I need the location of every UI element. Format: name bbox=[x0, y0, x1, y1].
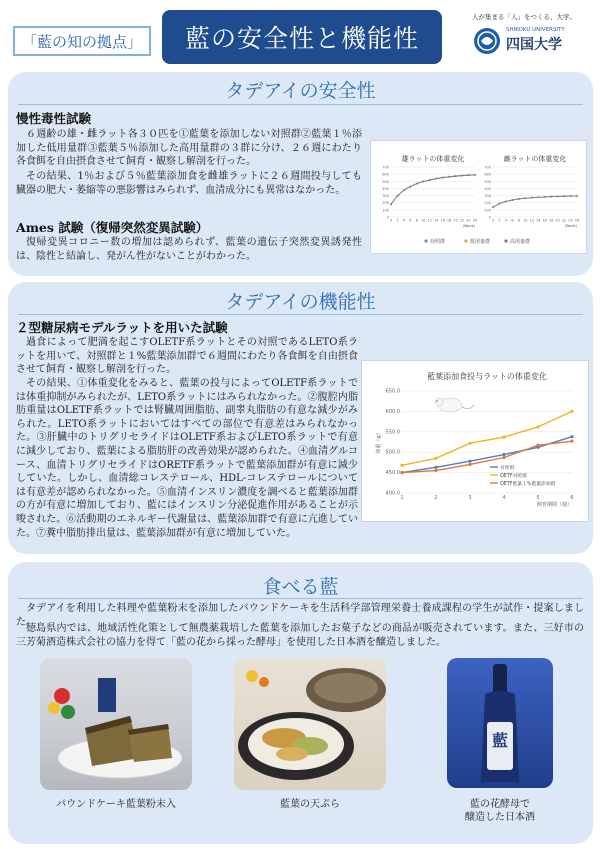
male-chart-xtick-label: 2 bbox=[396, 218, 399, 223]
male-chart-data-point bbox=[403, 189, 405, 191]
female-chart-title: 雌ラットの体重変化 bbox=[503, 155, 567, 163]
logo-japanese-name: 四国大学 bbox=[506, 37, 562, 53]
weight-chart-data-point bbox=[502, 453, 505, 456]
caption-pound-cake: パウンドケーキ藍葉粉末入 bbox=[56, 799, 176, 810]
male-chart-ytick-label: 500 bbox=[382, 179, 389, 184]
female-chart-xtick-label: 8 bbox=[517, 218, 520, 223]
eat-divider bbox=[18, 598, 583, 599]
diabetes-heading: ２型糖尿病モデルラットを用いた試験 bbox=[16, 320, 228, 335]
male-chart-data-point bbox=[422, 181, 424, 183]
male-chart-ytick-label: 200 bbox=[382, 201, 389, 206]
weight-chart-xtick-label: 4 bbox=[502, 495, 506, 501]
female-chart-data-point bbox=[570, 195, 572, 197]
male-chart-data-point bbox=[409, 186, 411, 188]
female-chart-data-point bbox=[505, 201, 507, 203]
weight-chart-xtick-label: 1 bbox=[400, 495, 404, 501]
logo-emblem-icon bbox=[474, 28, 500, 54]
male-chart-title: 雄ラットの体重変化 bbox=[401, 155, 465, 163]
female-chart-xtick-label: 16 bbox=[542, 218, 547, 223]
weight-chart-series-line bbox=[402, 441, 572, 472]
safety-legend-label: 高用量群 bbox=[510, 239, 531, 245]
female-chart-ytick-label: 400 bbox=[484, 186, 491, 191]
male-chart-xtick-label: 18 bbox=[446, 218, 452, 223]
caption-sake bbox=[440, 798, 560, 824]
logo-tagline: 人が集まる「人」をつくる、大学。 bbox=[472, 13, 576, 21]
weight-chart-title: 藍葉添加食投与ラットの体重変化 bbox=[427, 372, 547, 381]
male-chart-xtick-label: 6 bbox=[409, 218, 412, 223]
male-chart-data-point bbox=[397, 195, 399, 197]
female-chart-data-point bbox=[537, 196, 539, 198]
weight-chart-ytick-label: 600.0 bbox=[385, 408, 400, 415]
weight-chart-data-point bbox=[468, 460, 471, 463]
male-chart-ytick-label: 400 bbox=[382, 186, 389, 191]
female-chart-ytick-label: 300 bbox=[484, 194, 491, 199]
male-chart-data-point bbox=[416, 183, 418, 185]
chronic-paragraph-1: ６週齢の雄・雌ラット各３０匹を①藍葉を添加しない対照群②藍葉１％添加した低用量群③藍葉５％添加した高用量群の３群に分け、２６週にわたり各食餌を自由摂食させて飼育・観察し解剖を行った。 bbox=[16, 129, 362, 168]
female-chart-data-point bbox=[563, 195, 565, 197]
safety-legend-marker bbox=[504, 239, 507, 242]
female-chart-xtick-label: 14 bbox=[535, 218, 541, 223]
safety-panel bbox=[8, 72, 593, 276]
male-chart-ytick-label: 100 bbox=[382, 208, 389, 213]
male-chart-data-point bbox=[448, 176, 450, 178]
eat-panel bbox=[8, 562, 593, 844]
weight-chart-data-point bbox=[468, 442, 471, 445]
function-title: タデアイの機能性 bbox=[225, 291, 376, 313]
weight-chart-xtick-label: 2 bbox=[434, 495, 438, 501]
male-chart-ytick-label: 0 bbox=[386, 215, 389, 220]
female-chart-data-point bbox=[531, 197, 533, 199]
female-chart-xtick-label: 20 bbox=[555, 218, 560, 223]
female-chart-ytick-label: 200 bbox=[484, 201, 491, 206]
male-chart-xtick-label: 16 bbox=[440, 218, 445, 223]
page-title: 藍の安全性と機能性 bbox=[162, 10, 442, 64]
sake-bottle-photo bbox=[447, 658, 553, 788]
female-chart-ytick-label: 700 bbox=[484, 165, 491, 170]
female-chart-data-point bbox=[492, 206, 494, 208]
male-chart-xtick-label: 26 bbox=[472, 218, 478, 223]
safety-title: タデアイの安全性 bbox=[225, 80, 376, 102]
caption-sake-line-1: 藍の花酵母で bbox=[470, 799, 530, 810]
university-logo[interactable] bbox=[460, 10, 590, 60]
tempura-photo bbox=[234, 658, 386, 790]
male-chart-xtick-label: 24 bbox=[466, 218, 471, 223]
male-chart-ytick-label: 300 bbox=[382, 194, 389, 199]
male-chart-data-point bbox=[390, 204, 392, 206]
pound-cake-photo bbox=[40, 658, 192, 790]
female-chart-xtick-label: 0 bbox=[491, 218, 495, 223]
male-chart-xtick-label: 0 bbox=[389, 218, 393, 223]
weight-chart-data-point bbox=[570, 410, 573, 413]
male-chart-data-point bbox=[468, 174, 470, 176]
safety-legend-marker bbox=[424, 239, 427, 242]
eat-paragraph-2: 徳島県内では、地域活性化策として無農薬栽培した藍葉を添加したお菓子などの商品が販売されています。また、三好市の三芳菊酒造株式会社の協力を得て「藍の花から採った酵母」を使用した日本酒を醸造しました。 bbox=[16, 623, 584, 648]
male-chart-ytick-label: 600 bbox=[382, 172, 389, 177]
weight-chart-ytick-label: 650.0 bbox=[385, 388, 400, 395]
male-chart-data-point bbox=[429, 179, 431, 181]
female-chart-ytick-label: 100 bbox=[484, 208, 491, 213]
weight-chart-data-point bbox=[434, 466, 437, 469]
weight-legend-label: 対照群 bbox=[500, 465, 515, 471]
weight-chart-xtick-label: 6 bbox=[570, 495, 574, 501]
weight-legend-label: OETF藍葉１%藍葉添加群 bbox=[500, 481, 556, 487]
weight-chart-series-line bbox=[402, 437, 572, 473]
female-chart-data-point bbox=[576, 195, 578, 197]
female-chart-data-point bbox=[524, 197, 526, 199]
female-chart-xtick-label: 24 bbox=[568, 218, 573, 223]
female-chart-xtick-label: 22 bbox=[561, 218, 567, 223]
female-chart-xtick-label: 18 bbox=[548, 218, 554, 223]
ames-paragraph: 復帰変異コロニー数の増加は認められず、藍葉の遺伝子突然変異誘発性は、陰性と結論し、発がん性がないことがわかった。 bbox=[16, 237, 362, 262]
male-chart-xtick-label: 14 bbox=[433, 218, 439, 223]
female-chart-xtick-label: 4 bbox=[504, 218, 508, 223]
sake-label-text: 藍 bbox=[491, 731, 508, 750]
female-chart-xtick-label: 12 bbox=[529, 218, 535, 223]
eat-paragraph-1: タデアイを利用した料理や藍葉粉末を添加したパウンドケーキを生活科学部管理栄養士養成課程の学生が試作・提案しました。 bbox=[16, 603, 584, 628]
function-chart-svg bbox=[362, 361, 588, 521]
male-chart-xtick-label: 8 bbox=[415, 218, 418, 223]
weight-chart-data-point bbox=[502, 456, 505, 459]
male-chart-xtick-label: 22 bbox=[459, 218, 465, 223]
female-chart-data-point bbox=[499, 203, 501, 205]
female-chart-ytick-label: 600 bbox=[484, 172, 491, 177]
female-chart-data-point bbox=[544, 196, 546, 198]
male-chart-xtick-label: 10 bbox=[421, 218, 426, 223]
safety-legend-label: 対照群 bbox=[430, 239, 446, 245]
female-chart-data-point bbox=[557, 196, 559, 198]
male-chart-data-point bbox=[435, 178, 437, 180]
male-chart-data-point bbox=[455, 175, 457, 177]
rat-icon bbox=[435, 398, 474, 412]
weight-chart-ylabel: 体重（g） bbox=[376, 430, 382, 454]
caption-sake-line-2: 醸造した日本酒 bbox=[465, 812, 535, 823]
female-chart-ytick-label: 0 bbox=[488, 215, 491, 220]
weight-legend-label: OETF対照群 bbox=[500, 473, 527, 479]
weight-chart-data-point bbox=[434, 457, 437, 460]
weight-chart-xtick-label: 3 bbox=[468, 495, 472, 501]
header-label: 「藍の知の拠点」 bbox=[13, 26, 151, 56]
safety-chart bbox=[370, 140, 587, 254]
female-chart-xlabel: (Week) bbox=[564, 224, 577, 228]
function-divider bbox=[18, 314, 583, 315]
ames-heading: Ames 試験（復帰突然変異試験） bbox=[16, 220, 209, 235]
male-chart-xtick-label: 12 bbox=[427, 218, 433, 223]
function-chart bbox=[361, 360, 589, 522]
weight-chart-data-point bbox=[400, 464, 403, 467]
weight-chart-xlabel: 飼育期間（週） bbox=[536, 502, 572, 508]
logo-english-name: SHIKOKU UNIVERSITY bbox=[506, 27, 565, 33]
male-chart-ytick-label: 700 bbox=[382, 165, 389, 170]
male-chart-xlabel: (Week) bbox=[462, 224, 475, 228]
diabetes-paragraph-2: その結果、①体重変化をみると、藍葉の投与によってOLETF系ラットでは体重抑制がみられたが、LETO系ラットにはみられなかった。②腹腔内脂肪重量はOLETF系ラットでは腎臓周囲脂肪、副睾丸脂肪の有意な減少がみられた。LETO系ラットにおいてはすべての部位で有意差はみられなかった。③肝臓中のトリグリセライドはOLETF系およびLETO系ラットで有意に減少しており、藍葉による脂肪肝の改善効果が認められた。④血清グルコース、血清トリグリセライドはORETF系ラットで藍葉添加群が有意に減少していた。しかし、血清総コレステロール、HDL-コレステロールについては有意差が認められなかった。⑤血清インスリン濃度を調べると藍葉添加群の方が有意に増加しており、藍にはインスリン分泌促進作用があることが示唆された。⑥活動期のエネルギー代謝量は、藍葉添加群で有意に亢進していた。⑦糞中脂肪排出量は、藍葉添加群が有意に増加していた。 bbox=[16, 378, 358, 539]
female-chart-xtick-label: 10 bbox=[523, 218, 528, 223]
weight-chart-data-point bbox=[570, 440, 573, 443]
safety-legend-label: 低用量群 bbox=[470, 239, 491, 245]
safety-chart-svg bbox=[371, 141, 586, 253]
female-chart-data-point bbox=[518, 198, 520, 200]
chronic-paragraph-2: その結果、1％および５％藍葉添加食を雌雄ラットに２６週間投与しても臓器の肥大・萎縮等の悪影響はみられず、血清成分にも異常はなかった。 bbox=[16, 171, 362, 196]
weight-chart-data-point bbox=[468, 463, 471, 466]
male-chart-data-point bbox=[442, 177, 444, 179]
weight-chart-data-point bbox=[400, 471, 403, 474]
male-chart-xtick-label: 20 bbox=[453, 218, 458, 223]
weight-chart-data-point bbox=[570, 435, 573, 438]
weight-chart-data-point bbox=[434, 469, 437, 472]
chronic-heading: 慢性毒性試験 bbox=[16, 111, 92, 126]
female-chart-xtick-label: 2 bbox=[498, 218, 501, 223]
female-chart-xtick-label: 6 bbox=[511, 218, 514, 223]
male-chart-data-point bbox=[461, 175, 463, 177]
diabetes-paragraph-1: 過食によって肥満を起こすOLETF系ラットとその対照であるLETO系ラットを用いて、対照群と１%藍葉添加群で６週間にわたり各食餌を自由摂食させて飼育・観察し解剖を行った。 bbox=[16, 337, 358, 376]
weight-chart-xtick-label: 5 bbox=[536, 495, 540, 501]
weight-chart-data-point bbox=[502, 436, 505, 439]
weight-chart-ytick-label: 450.0 bbox=[385, 470, 400, 477]
weight-chart-data-point bbox=[536, 425, 539, 428]
weight-chart-ytick-label: 550.0 bbox=[385, 429, 400, 436]
female-chart-ytick-label: 500 bbox=[484, 179, 491, 184]
weight-chart-ytick-label: 500.0 bbox=[385, 449, 400, 456]
female-chart-data-point bbox=[511, 199, 513, 201]
female-chart-xtick-label: 26 bbox=[574, 218, 580, 223]
caption-tempura: 藍葉の天ぷら bbox=[280, 799, 340, 810]
weight-chart-data-point bbox=[536, 444, 539, 447]
male-chart-xtick-label: 4 bbox=[402, 218, 406, 223]
safety-divider bbox=[18, 104, 583, 105]
male-chart-data-point bbox=[474, 174, 476, 176]
female-chart-data-point bbox=[550, 196, 552, 198]
eat-title: 食べる藍 bbox=[262, 576, 339, 598]
weight-chart-ytick-label: 400.0 bbox=[385, 490, 400, 497]
safety-legend-marker bbox=[464, 239, 467, 242]
function-panel bbox=[8, 282, 593, 554]
